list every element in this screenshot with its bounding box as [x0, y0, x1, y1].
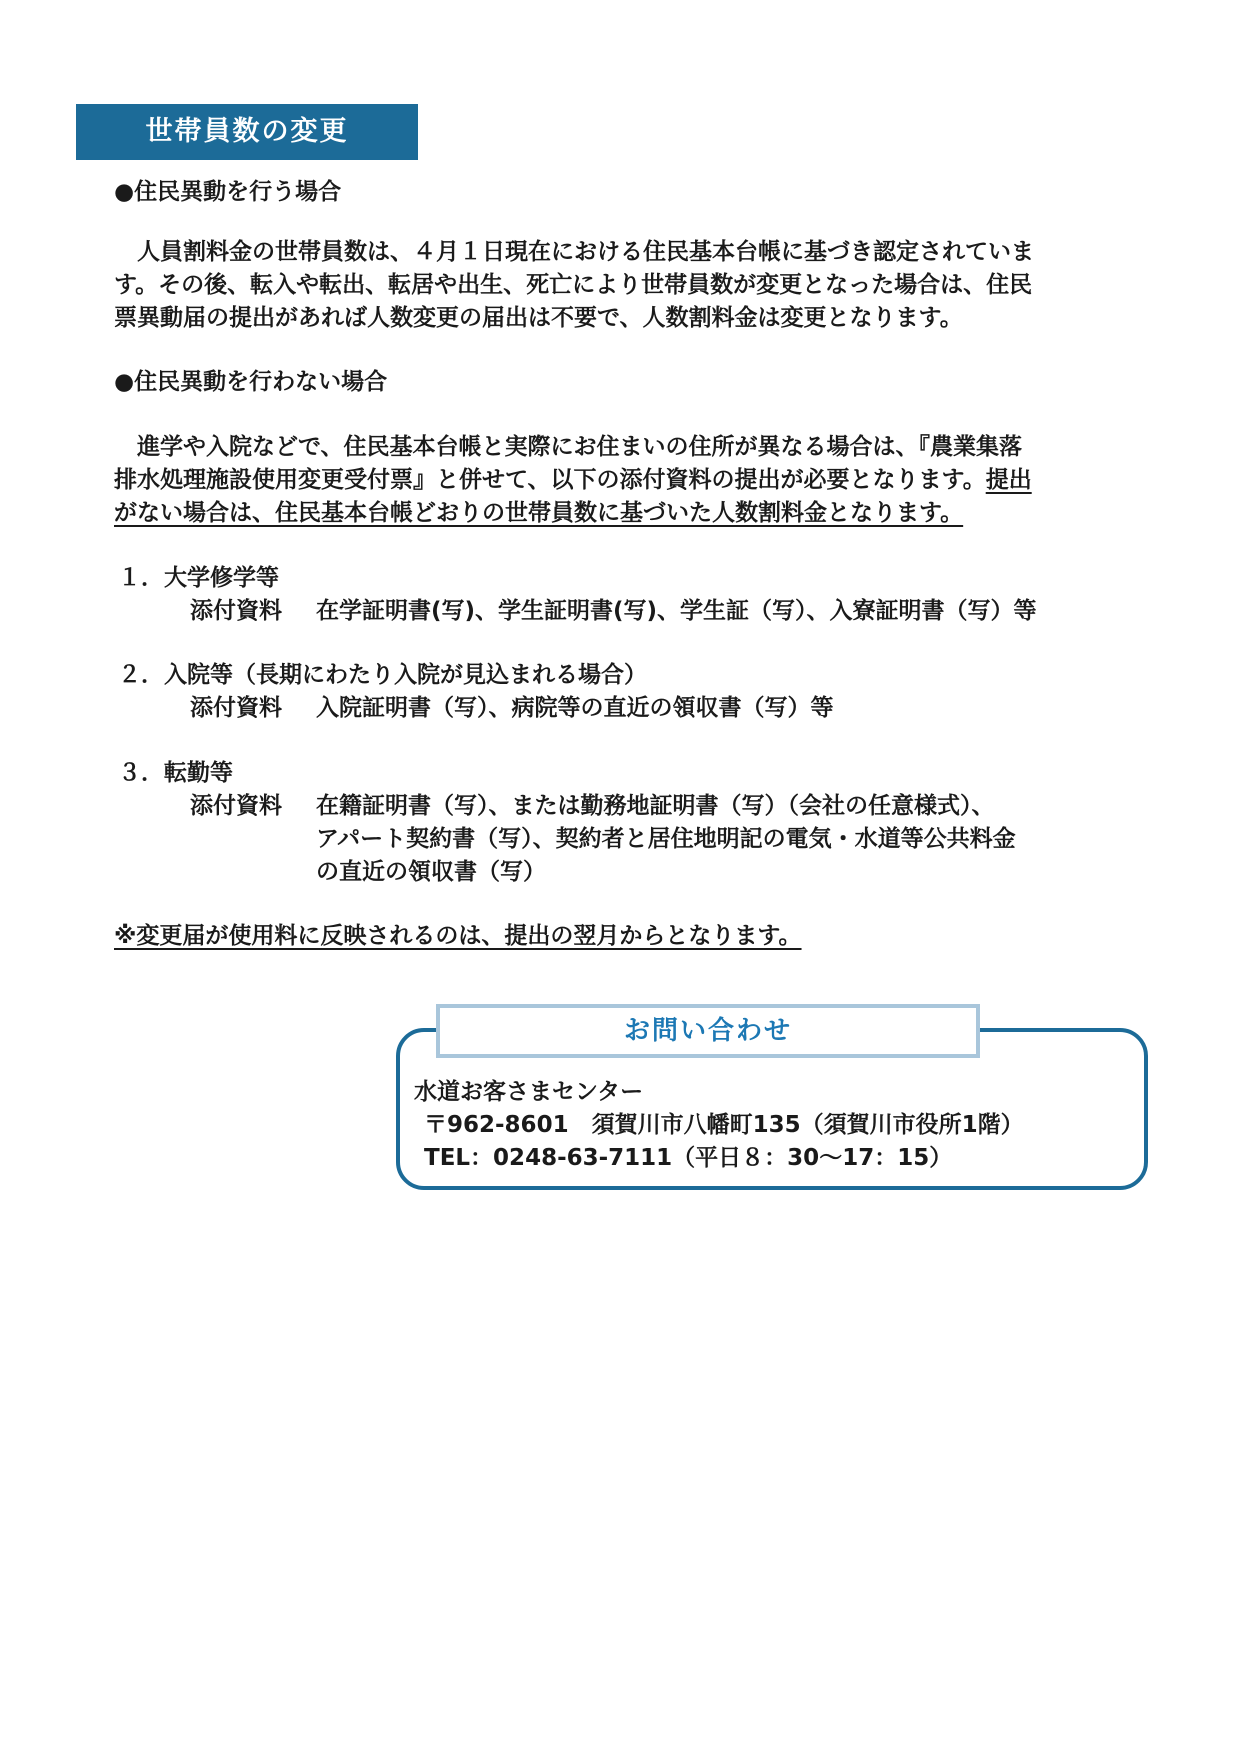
item-2-label: 添付資料	[190, 695, 282, 721]
item-1-title: １．大学修学等	[118, 565, 279, 591]
section1-heading: ●住民異動を行う場合	[114, 179, 342, 205]
item-2-detail-1: 入院証明書（写）、病院等の直近の領収書（写）等	[316, 695, 834, 721]
item-3-detail-3: の直近の領収書（写）	[316, 859, 546, 885]
contact-address: 〒962-8601 須賀川市八幡町135（須賀川市役所1階）	[424, 1112, 1024, 1138]
page-title: 世帯員数の変更	[76, 104, 418, 160]
section2-line-1: 進学や入院などで、住民基本台帳と実際にお住まいの住所が異なる場合は、『農業集落	[114, 434, 1023, 460]
section2-line-3	[114, 497, 1120, 530]
item-1-detail-1: 在学証明書(写)、学生証明書(写)、学生証（写）、入寮証明書（写）等	[316, 598, 1037, 624]
section1-line-3: 票異動届の提出があれば人数変更の届出は不要で、人数割料金は変更となります。	[114, 305, 963, 331]
section1-line-2: す。その後、転入や転出、転居や出生、死亡により世帯員数が変更となった場合は、住民	[114, 272, 1033, 298]
note: ※変更届が使用料に反映されるのは、提出の翌月からとなります。	[114, 923, 802, 949]
item-3-detail-1: 在籍証明書（写）、または勤務地証明書（写）（会社の任意様式）、	[316, 793, 995, 819]
section2-line-3-underlined: がない場合は、住民基本台帳どおりの世帯員数に基づいた人数割料金となります。	[114, 500, 964, 526]
item-1-label: 添付資料	[190, 598, 282, 624]
section2-heading: ●住民異動を行わない場合	[114, 369, 388, 395]
section1-line-1: 人員割料金の世帯員数は、４月１日現在における住民基本台帳に基づき認定されていま	[114, 239, 1034, 265]
section2-line-2-underlined: 提出	[985, 467, 1032, 493]
item-3-detail-2: アパート契約書（写）、契約者と居住地明記の電気・水道等公共料金	[316, 826, 1016, 852]
contact-tab-label: お問い合わせ	[436, 1004, 980, 1058]
section2-line-2	[114, 464, 1120, 497]
contact-name: 水道お客さまセンター	[414, 1079, 644, 1105]
section2-line-2-text: 排水処理施設使用変更受付票』と併せて、以下の添付資料の提出が必要となります。	[114, 467, 986, 493]
item-3-label: 添付資料	[190, 793, 282, 819]
item-2-title: ２．入院等（長期にわたり入院が見込まれる場合）	[118, 662, 647, 688]
contact-tel: TEL：0248-63-7111（平日８：30～17：15）	[424, 1145, 953, 1171]
item-3-title: ３．転勤等	[118, 760, 233, 786]
